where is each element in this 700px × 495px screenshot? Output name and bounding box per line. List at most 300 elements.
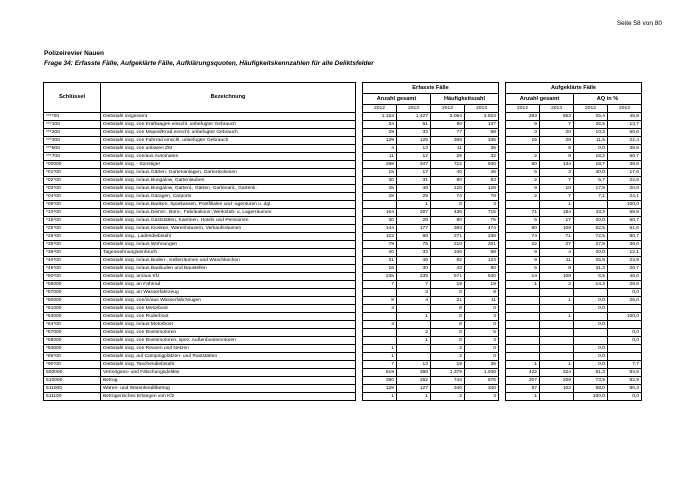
row-name: Diebstahl insg. von/aus Automaten: [101, 153, 356, 161]
cleared-2012: 2: [506, 193, 540, 201]
header-count-total: Anzahl gesamt: [363, 94, 431, 105]
rate-2012: 27,8: [574, 241, 608, 249]
row-key: *15*00: [44, 217, 101, 225]
rate-2013: 66,7: [608, 153, 642, 161]
row-key: *67000: [44, 329, 101, 337]
rec-count-2013: 7: [397, 281, 431, 289]
rate-2013: 100,0: [608, 313, 642, 321]
rate-2013: 83,5: [608, 369, 642, 377]
cleared-2012: 422: [506, 369, 540, 377]
cleared-2013: 27: [540, 241, 574, 249]
freq-2013: 3: [465, 393, 499, 401]
row-name: Diebstahl insg., Ladendiebstahl: [101, 233, 356, 241]
row-name: Diebstahl insg. in/aus Banken, Sparkassen, Postfilialen und -agenturen u. dgl.: [101, 201, 356, 209]
rate-2013: 38,5: [608, 145, 642, 153]
cleared-2012: [506, 201, 540, 209]
row-name: Diebstahl insg. in/aus Dienst-, Büro-, Fabrikations-,Werkstatt- u. Lagerräumen: [101, 209, 356, 217]
freq-2012: 0: [431, 337, 465, 345]
row-name: Tageswohnungseinbruch: [101, 249, 356, 257]
cleared-2012: 6: [506, 169, 540, 177]
row-key: ***100: [44, 121, 101, 129]
freq-2013: 1.040: [465, 369, 499, 377]
cleared-2012: 8: [506, 257, 540, 265]
cleared-2012: [506, 337, 540, 345]
row-key: *83000: [44, 345, 101, 353]
rate-2012: 18,2: [574, 153, 608, 161]
rec-count-2013: 75: [397, 241, 431, 249]
cleared-2013: [540, 337, 574, 345]
cleared-2012: [506, 145, 540, 153]
organization-title: Polizeirevier Nauen: [44, 50, 104, 57]
row-name: Diebstahl insg. in/aus Gaststätten, Kantinen, Hotels und Pensionen: [101, 217, 356, 225]
header-cleared: Aufgeklärte Fälle: [506, 83, 642, 94]
table-row: [44, 161, 642, 169]
rec-count-2012: 144: [363, 225, 397, 233]
row-name: Betrügerisches Erlangen von Kfz: [101, 393, 356, 401]
row-key: 511100: [44, 393, 101, 401]
table-row: [44, 313, 642, 321]
rate-2012: 10,3: [574, 129, 608, 137]
header-rate: AQ in %: [574, 94, 642, 105]
freq-2013: 930: [465, 161, 499, 169]
table-row: [44, 305, 642, 313]
rate-2012: 72,5: [574, 233, 608, 241]
freq-2013: 3: [465, 337, 499, 345]
freq-2013: 3: [465, 313, 499, 321]
rate-2012: 0,0: [574, 297, 608, 305]
freq-2012: 369: [431, 137, 465, 145]
rate-2013: 60,6: [608, 129, 642, 137]
rate-2013: 7,7: [608, 361, 642, 369]
row-key: *57000: [44, 289, 101, 297]
rec-count-2012: 31: [363, 257, 397, 265]
cleared-2012: 2: [506, 153, 540, 161]
rec-count-2012: [363, 313, 397, 321]
rec-count-2013: [397, 345, 431, 353]
cleared-2013: 8: [540, 153, 574, 161]
rec-count-2013: 347: [397, 161, 431, 169]
rec-count-2012: 34: [363, 121, 397, 129]
rate-2013: 22,6: [608, 177, 642, 185]
cleared-2013: 71: [540, 233, 574, 241]
row-key: *90*00: [44, 361, 101, 369]
row-name: Diebstahl insg. von Fahrrad einschl. unbefugter Gebrauch: [101, 137, 356, 145]
rate-2013: 13,7: [608, 121, 642, 129]
cleared-2012: 9: [506, 121, 540, 129]
rec-count-2012: [363, 337, 397, 345]
table-row: [44, 273, 642, 281]
rate-2012: 0,0: [574, 321, 608, 329]
rate-2012: [574, 313, 608, 321]
freq-2013: 129: [465, 185, 499, 193]
rec-count-2012: 15: [363, 169, 397, 177]
freq-2012: 120: [431, 185, 465, 193]
cleared-2013: 108: [540, 273, 574, 281]
rate-2013: 60,7: [608, 217, 642, 225]
rec-count-2012: 139: [363, 137, 397, 145]
cleared-2013: 109: [540, 225, 574, 233]
table-row: [44, 297, 642, 305]
rate-2012: 11,5: [574, 137, 608, 145]
rec-count-2012: 11: [363, 153, 397, 161]
cleared-2012: 5: [506, 265, 540, 273]
cleared-2013: 209: [540, 377, 574, 385]
rate-2012: 14,3: [574, 281, 608, 289]
freq-2012: 106: [431, 249, 465, 257]
table-row: [44, 265, 642, 273]
rate-2012: 62,5: [574, 225, 608, 233]
row-key: *05*00: [44, 201, 101, 209]
table-row: [44, 145, 642, 153]
rate-2012: [574, 337, 608, 345]
freq-2013: 32: [465, 153, 499, 161]
rate-2013: [608, 305, 642, 313]
rate-2013: 36,0: [608, 241, 642, 249]
row-key: *86*00: [44, 353, 101, 361]
table-row: [44, 257, 642, 265]
rate-2012: 81,3: [574, 369, 608, 377]
row-name: Diebstahl insg. in/aus Motorboot: [101, 321, 356, 329]
page-number: Seite 58 von 80: [616, 20, 662, 27]
rec-count-2012: 3: [363, 305, 397, 313]
cleared-2012: 14: [506, 273, 540, 281]
freq-2012: 40: [431, 169, 465, 177]
row-name: Diebstahl insg. an Fahrrad: [101, 281, 356, 289]
rec-count-2012: 28: [363, 193, 397, 201]
freq-2012: 29: [431, 153, 465, 161]
row-name: Diebstahl insg. an/aus Kfz: [101, 273, 356, 281]
row-name: Diebstahl insg. Taschendiebstahl: [101, 361, 356, 369]
table-row: [44, 289, 642, 297]
table-row: [44, 137, 642, 145]
rate-2012: 31,3: [574, 265, 608, 273]
rec-count-2012: 102: [363, 233, 397, 241]
rate-2012: 0,0: [574, 145, 608, 153]
freq-2013: 35: [465, 361, 499, 369]
row-name: Diebstahl insg. in/aus Boden-, Kellerräumen und Waschküchen: [101, 257, 356, 265]
cleared-2013: 3: [540, 169, 574, 177]
cleared-2012: 1: [506, 361, 540, 369]
header-frequency: Häufigkeitszahl: [431, 94, 499, 105]
row-name: Diebstahl insg. - Sonstiger: [101, 161, 356, 169]
rec-count-2013: 177: [397, 225, 431, 233]
row-key: *10*00: [44, 209, 101, 217]
row-name: Diebstahl insgesamt: [101, 113, 356, 121]
freq-2012: 0: [431, 313, 465, 321]
row-name: Diebstahl insg. auf Campingplätzen- und Raststätten: [101, 353, 356, 361]
rate-2013: 26,7: [608, 265, 642, 273]
cleared-2013: 134: [540, 161, 574, 169]
freq-2012: 712: [431, 161, 465, 169]
cleared-2012: 87: [506, 385, 540, 393]
row-key: *60000: [44, 297, 101, 305]
year-header: 2012: [431, 105, 465, 113]
rec-count-2012: 16: [363, 265, 397, 273]
rate-2013: 68,9: [608, 209, 642, 217]
cleared-2013: 184: [540, 209, 574, 217]
rate-2012: 25,4: [574, 113, 608, 121]
freq-2013: 630: [465, 273, 499, 281]
table-row: [44, 337, 642, 345]
rate-2012: 25,8: [574, 257, 608, 265]
cleared-2012: 71: [506, 209, 540, 217]
cleared-2012: 50: [506, 161, 540, 169]
cleared-2013: 7: [540, 193, 574, 201]
table-row: [44, 121, 642, 129]
rate-2013: 20,8: [608, 185, 642, 193]
freq-2012: 383: [431, 225, 465, 233]
freq-2012: 3: [431, 345, 465, 353]
row-name: Diebstahl insg. an Wasserfahrzeug: [101, 289, 356, 297]
rate-2013: 24,1: [608, 193, 642, 201]
freq-2013: 5: [465, 329, 499, 337]
row-name: Betrug: [101, 377, 356, 385]
year-header: 2013: [540, 105, 574, 113]
row-key: *03*00: [44, 185, 101, 193]
rec-count-2013: 252: [397, 377, 431, 385]
row-key: *40*00: [44, 257, 101, 265]
row-name: Diebstahl insg. in/aus Baubuden und Baustellen: [101, 265, 356, 273]
freq-2013: 201: [465, 241, 499, 249]
row-key: 510000: [44, 377, 101, 385]
rec-count-2013: 30: [397, 265, 431, 273]
row-name: Diebstahl insg. in/aus Garagen, Carports: [101, 193, 356, 201]
rec-count-2013: [397, 321, 431, 329]
rec-count-2012: 164: [363, 209, 397, 217]
rate-2012: 0,0: [574, 345, 608, 353]
rec-count-2012: 519: [363, 369, 397, 377]
row-key: ***300: [44, 137, 101, 145]
row-key: *36*00: [44, 249, 101, 257]
freq-2012: 80: [431, 217, 465, 225]
cleared-2013: [540, 345, 574, 353]
cleared-2012: 6: [506, 217, 540, 225]
cleared-2013: 1: [540, 297, 574, 305]
freq-2012: 90: [431, 121, 465, 129]
row-name: Diebstahl insg. von/in/aus Wasserfahrzeugen: [101, 297, 356, 305]
rate-2012: 20,0: [574, 249, 608, 257]
rec-count-2012: 29: [363, 129, 397, 137]
freq-2013: 3.824: [465, 113, 499, 121]
table-row: [44, 185, 642, 193]
rec-count-2013: 46: [397, 257, 431, 265]
row-key: *35*00: [44, 241, 101, 249]
row-name: Diebstahl insg. in/aus Bungalow, Gartenlauben: [101, 177, 356, 185]
rec-count-2012: 128: [363, 385, 397, 393]
freq-2013: 75: [465, 217, 499, 225]
freq-2013: 0: [465, 305, 499, 313]
cleared-2012: [506, 353, 540, 361]
freq-2012: 43: [431, 265, 465, 273]
rec-count-2013: 29: [397, 193, 431, 201]
rate-2013: [608, 321, 642, 329]
freq-2012: 0: [431, 289, 465, 297]
cleared-2013: 102: [540, 385, 574, 393]
rec-count-2013: 88: [397, 233, 431, 241]
table-row: [44, 249, 642, 257]
table-row: [44, 377, 642, 385]
rec-count-2013: 1: [397, 393, 431, 401]
rate-2013: 100,0: [608, 201, 642, 209]
table-row: [44, 193, 642, 201]
rec-count-2012: 1: [363, 345, 397, 353]
cleared-2013: [540, 329, 574, 337]
rate-2012: [574, 329, 608, 337]
cleared-2013: [540, 289, 574, 297]
rate-2013: 0,0: [608, 329, 642, 337]
table-row: [44, 209, 642, 217]
row-name: Diebstahl insg. von Kraftwagen einschl. unbefugter Gebrauch: [101, 121, 356, 129]
freq-2013: 88: [465, 129, 499, 137]
row-name: Waren- und Warenkreditbetrug: [101, 385, 356, 393]
cleared-2013: 20: [540, 129, 574, 137]
table-row: [44, 385, 642, 393]
cleared-2012: [506, 313, 540, 321]
freq-2013: 675: [465, 377, 499, 385]
cleared-2013: [540, 321, 574, 329]
rec-count-2012: 40: [363, 249, 397, 257]
rate-2012: 0,0: [574, 361, 608, 369]
row-name: Diebstahl insg. von unbaren ZM: [101, 145, 356, 153]
rec-count-2013: 28: [397, 217, 431, 225]
row-name: Diebstahl insg. in/aus Wohnungen: [101, 241, 356, 249]
rec-count-2013: 48: [397, 185, 431, 193]
row-key: *64*00: [44, 321, 101, 329]
rate-2013: 45,8: [608, 113, 642, 121]
cleared-2012: 8: [506, 249, 540, 257]
year-header: 2012: [574, 105, 608, 113]
table-row: [44, 321, 642, 329]
rate-2012: 26,5: [574, 121, 608, 129]
row-key: ***200: [44, 129, 101, 137]
year-header: 2013: [608, 105, 642, 113]
rec-count-2013: 267: [397, 209, 431, 217]
header-row-groups: [44, 83, 642, 94]
cleared-2012: [506, 305, 540, 313]
row-name: Diebstahl insg. von Bootsmotoren, spez. Außenbootsmotoren: [101, 337, 356, 345]
cleared-2012: 1: [506, 393, 540, 401]
rec-count-2013: 33: [397, 129, 431, 137]
row-key: *56000: [44, 281, 101, 289]
cleared-2013: 17: [540, 217, 574, 225]
table-row: [44, 153, 642, 161]
rec-count-2013: 4: [397, 297, 431, 305]
rec-count-2013: 127: [397, 385, 431, 393]
table-row: [44, 369, 642, 377]
freq-2013: 0: [465, 353, 499, 361]
freq-2013: 0: [465, 345, 499, 353]
freq-2012: 436: [431, 209, 465, 217]
freq-2013: 11: [465, 297, 499, 305]
row-key: *45*00: [44, 265, 101, 273]
cleared-2013: 4: [540, 249, 574, 257]
row-name: Diebstahl insg. in/aus Gärten, Gartenanlagen, Gartenkolonien: [101, 169, 356, 177]
rate-2013: [608, 353, 642, 361]
freq-2012: 271: [431, 233, 465, 241]
header-name: Bezeichnung: [101, 83, 356, 113]
freq-2013: 8: [465, 289, 499, 297]
table-row: [44, 233, 642, 241]
row-key: *50*00: [44, 273, 101, 281]
rec-count-2012: 4: [363, 145, 397, 153]
cleared-2013: 11: [540, 257, 574, 265]
freq-2012: 0: [431, 329, 465, 337]
cleared-2012: [506, 289, 540, 297]
freq-2013: 78: [465, 193, 499, 201]
cleared-2012: 22: [506, 241, 540, 249]
rate-2012: 40,0: [574, 169, 608, 177]
freq-2012: 340: [431, 385, 465, 393]
freq-2012: 80: [431, 177, 465, 185]
rec-count-2012: 235: [363, 273, 397, 281]
cleared-2012: 16: [506, 137, 540, 145]
cleared-2013: 7: [540, 121, 574, 129]
freq-2013: 88: [465, 249, 499, 257]
row-key: ****00: [44, 113, 101, 121]
row-key: *01*00: [44, 169, 101, 177]
table-row: [44, 201, 642, 209]
cleared-2012: 8: [506, 185, 540, 193]
freq-2013: 123: [465, 257, 499, 265]
freq-2013: 3: [465, 201, 499, 209]
cleared-2012: 90: [506, 225, 540, 233]
freq-2013: 474: [465, 225, 499, 233]
freq-2012: 8: [431, 305, 465, 313]
row-key: *25*00: [44, 225, 101, 233]
cleared-2013: 1: [540, 201, 574, 209]
rate-2012: 73,9: [574, 377, 608, 385]
rate-2013: 23,9: [608, 257, 642, 265]
rec-count-2012: 30: [363, 217, 397, 225]
rec-count-2012: 8: [363, 297, 397, 305]
cleared-2013: 8: [540, 265, 574, 273]
rec-count-2013: 1: [397, 313, 431, 321]
rec-count-2013: 125: [397, 137, 431, 145]
row-name: Diebstahl insg. von Reusen und Netzen: [101, 345, 356, 353]
rec-count-2012: 280: [363, 377, 397, 385]
cleared-2012: 1: [506, 281, 540, 289]
table-row: [44, 241, 642, 249]
table-row: [44, 129, 642, 137]
header-recorded: Erfasste Fälle: [363, 83, 499, 94]
table-row: [44, 345, 642, 353]
rate-2013: 0,0: [608, 289, 642, 297]
rec-count-2013: 1: [397, 337, 431, 345]
cleared-2012: [506, 321, 540, 329]
rate-2013: [608, 345, 642, 353]
row-name: Diebstahl insg. von Bootsmotoren: [101, 329, 356, 337]
row-key: *00000: [44, 161, 101, 169]
rec-count-2013: 17: [397, 169, 431, 177]
rate-2013: 12,1: [608, 249, 642, 257]
cleared-2013: 7: [540, 177, 574, 185]
cleared-2012: 3: [506, 129, 540, 137]
table-row: [44, 329, 642, 337]
rate-2012: 68,0: [574, 385, 608, 393]
rec-count-2013: 235: [397, 273, 431, 281]
row-key: *61000: [44, 305, 101, 313]
freq-2012: 3: [431, 393, 465, 401]
cleared-2013: [540, 305, 574, 313]
rate-2013: 46,0: [608, 273, 642, 281]
rate-2013: 17,6: [608, 169, 642, 177]
rate-2012: 20,0: [574, 217, 608, 225]
rate-2013: 61,6: [608, 225, 642, 233]
rec-count-2013: 13: [397, 361, 431, 369]
rec-count-2012: 1: [363, 353, 397, 361]
cleared-2013: 28: [540, 137, 574, 145]
rate-2013: 25,0: [608, 297, 642, 305]
